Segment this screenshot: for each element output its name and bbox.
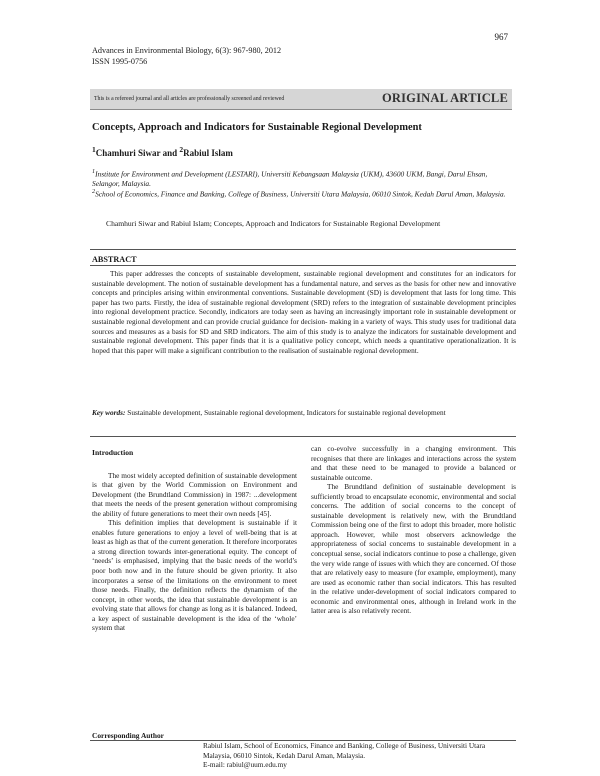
corresponding-author-heading: Corresponding Author xyxy=(92,731,164,740)
author-affiliation-mark: 1 xyxy=(92,145,96,154)
author-list xyxy=(92,145,233,158)
journal-citation: Advances in Environmental Biology, 6(3): 967-980, 2012 xyxy=(92,46,282,55)
journal-issn: ISSN 1995-0756 xyxy=(92,56,148,66)
body-paragraph: The Brundtland definition of sustainable development is sufficiently broad to encapsulate economic, environmental and social concerns. The addition of social concerns to the concept of sustainable development is relatively new, with the Brundtland Commission being one of the first to adopt this broader, more holistic approach. However, while most observers acknowledge the appropriateness of social concerns to sustainable development in a conceptual sense, social indicators continue to pose a challenge, given the very wide range of issues with which they are concerned. Of those that are relatively easy to measure (for example, employment), many are used as economic rather than social indicators. This has resulted in the relative under-development of social indicators compared to economic and environmental ones, although in Ireland work in the latter area is also relatively recent. xyxy=(311,482,516,616)
divider xyxy=(90,436,516,437)
body-paragraph: The most widely accepted definition of sustainable development is that given by the World Commission on Environment and Development (the Brundtland Commission) in 1987: ...development that meets the needs of the present generation without compromising the ability of future generations to meet their own needs [45]. xyxy=(92,470,297,518)
divider xyxy=(90,265,516,266)
article-citation-line: Chamhuri Siwar and Rabiul Islam; Concepts, Approach and Indicators for Sustainable Regional Development xyxy=(106,219,441,228)
author-affiliation-mark: 2 xyxy=(179,145,184,154)
section-heading: Introduction xyxy=(92,448,134,457)
keywords-label: Key words: xyxy=(92,408,126,417)
keywords xyxy=(92,408,516,418)
body-paragraph: can co-evolve successfully in a changing environment. This recognises that there are linkages and interactions across the system and that these need to be managed to provide a balanced or sustainable outcome. xyxy=(311,444,516,482)
paper-title: Concepts, Approach and Indicators for Sustainable Regional Development xyxy=(92,122,422,133)
divider xyxy=(90,249,516,250)
affiliation-mark: 2 xyxy=(92,189,96,195)
page-number: 967 xyxy=(494,32,508,42)
article-type-banner xyxy=(90,89,512,110)
author-name: Rabiul Islam xyxy=(183,148,233,158)
left-column xyxy=(92,448,297,633)
corresponding-author-details xyxy=(203,741,515,770)
author-name: Chamhuri Siwar xyxy=(95,148,161,158)
keywords-text: Sustainable development, Sustainable regional development, Indicators for sustainable regional development xyxy=(127,408,446,417)
right-column xyxy=(311,444,516,616)
affiliation xyxy=(92,187,516,199)
journal-header xyxy=(92,46,281,67)
affiliation-text: School of Economics, Finance and Banking, College of Business, Universiti Utara Malaysia, 06010 Sintok, Kedah Darul Aman, Malaysia. xyxy=(95,189,506,199)
review-note: This is a refereed journal and all articles are professionally screened and reviewed xyxy=(94,96,285,102)
corresponding-author-email: E-mail: rabiul@uum.edu.my xyxy=(203,760,287,769)
article-type-label: ORIGINAL ARTICLE xyxy=(381,91,508,105)
body-paragraph: This definition implies that development is sustainable if it enables future generations to enjoy a level of well-being that is at least as high as that of the current generation. It therefore incorporates a strong direction towards inter-generational equity. The concept of ‘needs’ is emphasised, implying that the basic needs of the world’s poor both now and in the future should be given priority. It also incorporates a sense of the limitations on the environment to meet those needs. Finally, the definition reflects the dynamism of the concept, in other words, the idea that sustainable development is an evolving state that allows for change as long as it is balanced. Indeed, a key aspect of sustainable development is the idea of the ‘whole’ system that xyxy=(92,518,297,633)
affiliation-text: Institute for Environment and Development (LESTARI), Universiti Kebangsaan Malaysia (UKM), 43600 UKM, Bangi, Darul Ehsan, Selangor, Malaysia. xyxy=(92,169,488,189)
abstract-text: This paper addresses the concepts of sustainable development, sustainable regional development and constitutes for an indicators for sustainable development. The notion of sustainable development has a fundamental nature, and serves as the basis for other new and innovative concepts and principles arising within environmental conventions. Sustainable development (SD) is development that lasts for long time. This paper has two parts. Firstly, the idea of sustainable regional development (SRD) refers to the integration of sustainable development principles into regional development practice. Secondly, indicators are today seen as having an increasingly important role in sustainable development or sustainable regional development and can provide crucial guidance for decision- making in a variety of ways. This study uses for traditional data sources and measures as a basis for SD and SRD indicators. The aim of this study is to analyze the indicators for sustainable development and sustainable regional development. This paper finds that it is a qualitative policy concept, which needs a quantitative operationalization. It is hoped that this paper will make a significant contribution to the realisation of sustainable regional development. xyxy=(92,269,516,355)
corresponding-author-address: Rabiul Islam, School of Economics, Finance and Banking, College of Business, Universiti Utara Malaysia, 06010 Sintok, Kedah Darul Aman, Malaysia. xyxy=(203,741,486,760)
abstract-heading: ABSTRACT xyxy=(92,255,137,264)
author-joiner: and xyxy=(160,148,180,158)
affiliation-mark: 1 xyxy=(92,169,96,175)
